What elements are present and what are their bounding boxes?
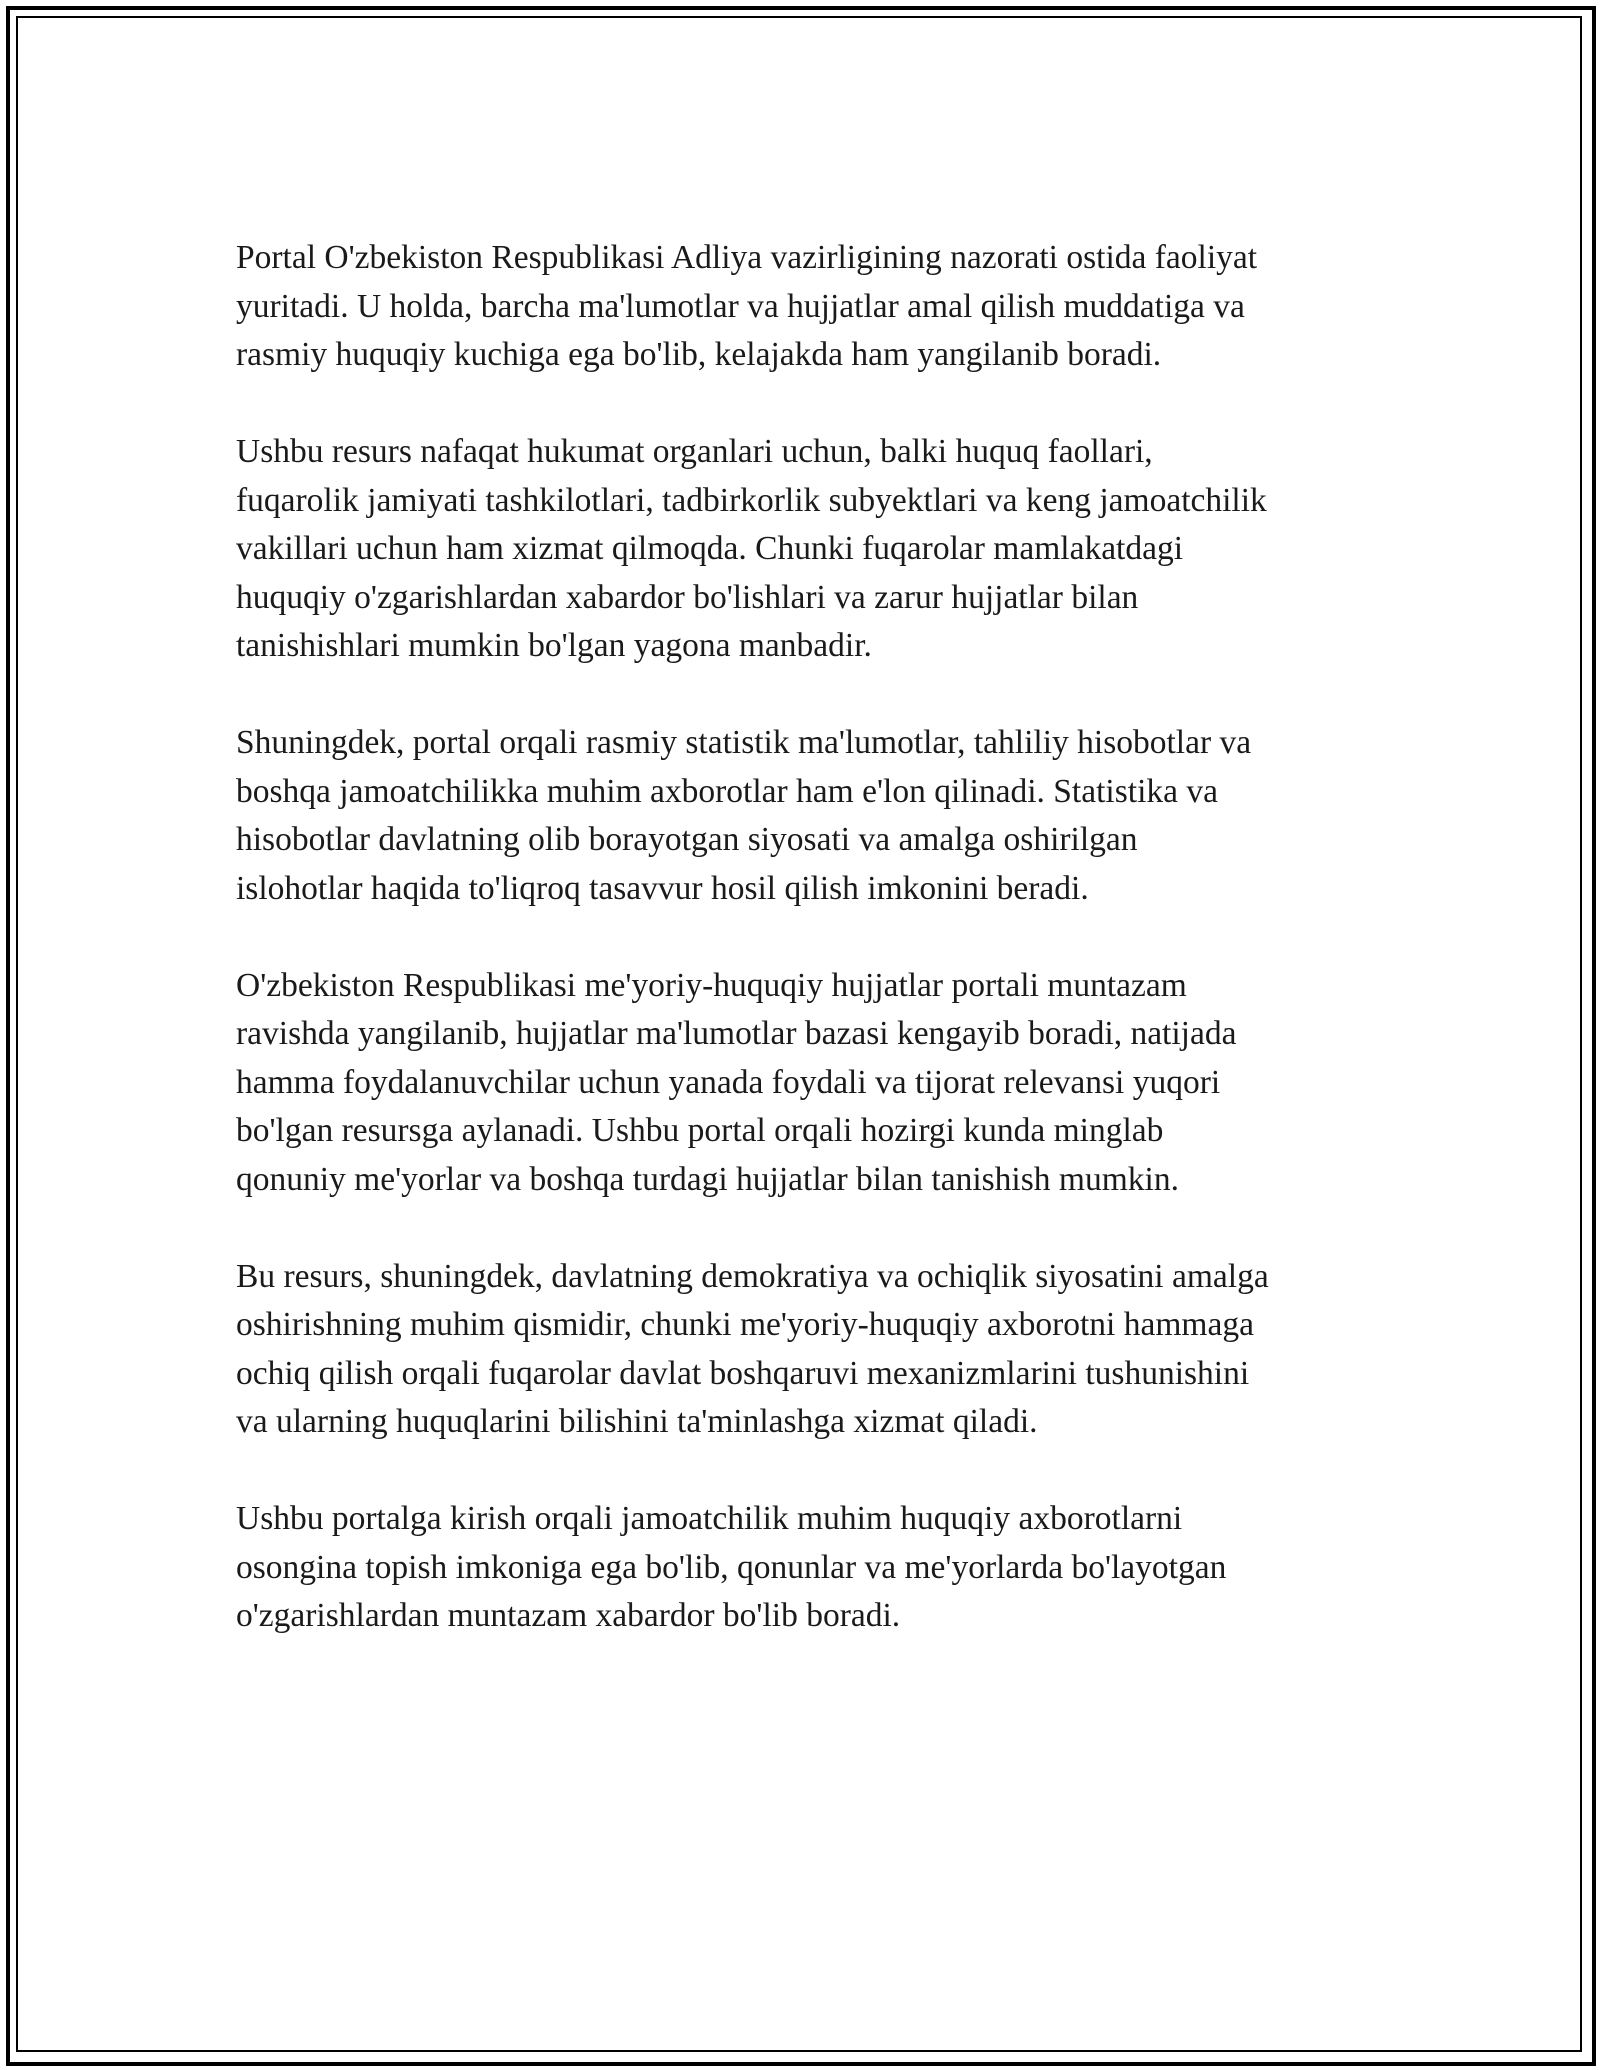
- text-line: rasmiy huquqiy kuchiga ega bo'lib, kelajakda ham yangilanib boradi.: [236, 336, 1162, 373]
- paragraph-3: [236, 719, 1376, 913]
- text-line: Ushbu resurs nafaqat hukumat organlari uchun, balki huquq faollari,: [236, 433, 1153, 470]
- paragraph-2: [236, 428, 1376, 671]
- text-line: hisobotlar davlatning olib borayotgan siyosati va amalga oshirilgan: [236, 821, 1138, 858]
- text-line: yuritadi. U holda, barcha ma'lumotlar va hujjatlar amal qilish muddatiga va: [236, 287, 1245, 325]
- text-line: Ushbu portalga kirish orqali jamoatchilik muhim huquqiy axborotlarni: [236, 1500, 1183, 1537]
- text-line: boshqa jamoatchilikka muhim axborotlar ham e'lon qilinadi. Statistika va: [236, 772, 1218, 810]
- paragraph-1: [236, 234, 1376, 380]
- text-line: hamma foydalanuvchilar uchun yanada foydali va tijorat relevansi yuqori: [236, 1063, 1221, 1101]
- text-line: osongina topish imkoniga ega bo'lib, qonunlar va me'yorlarda bo'layotgan: [236, 1548, 1227, 1586]
- document-body: [236, 234, 1376, 1689]
- text-line: va ularning huquqlarini bilishini ta'minlashga xizmat qiladi.: [236, 1403, 1038, 1440]
- text-line: ochiq qilish orqali fuqarolar davlat boshqaruvi mexanizmlarini tushunishini: [236, 1354, 1250, 1392]
- text-line: vakillari uchun ham xizmat qilmoqda. Chunki fuqarolar mamlakatdagi: [236, 530, 1184, 567]
- text-line: qonuniy me'yorlar va boshqa turdagi hujjatlar bilan tanishish mumkin.: [236, 1160, 1179, 1198]
- text-line: O'zbekiston Respublikasi me'yoriy-huquqiy hujjatlar portali muntazam: [236, 966, 1187, 1004]
- text-line: tanishishlari mumkin bo'lgan yagona manbadir.: [236, 627, 872, 664]
- text-line: Bu resurs, shuningdek, davlatning demokratiya va ochiqlik siyosatini amalga: [236, 1257, 1269, 1295]
- text-line: islohotlar haqida to'liqroq tasavvur hosil qilish imkonini beradi.: [236, 869, 1089, 907]
- text-line: o'zgarishlardan muntazam xabardor bo'lib boradi.: [236, 1597, 901, 1634]
- text-line: Shuningdek, portal orqali rasmiy statistik ma'lumotlar, tahliliy hisobotlar va: [236, 724, 1252, 761]
- paragraph-6: [236, 1495, 1376, 1641]
- paragraph-5: [236, 1253, 1376, 1447]
- text-line: ravishda yangilanib, hujjatlar ma'lumotlar bazasi kengayib boradi, natijada: [236, 1015, 1237, 1052]
- text-line: oshirishning muhim qismidir, chunki me'yoriy-huquqiy axborotni hammaga: [236, 1306, 1254, 1343]
- text-line: bo'lgan resursga aylanadi. Ushbu portal orqali hozirgi kunda minglab: [236, 1112, 1164, 1149]
- text-line: fuqarolik jamiyati tashkilotlari, tadbirkorlik subyektlari va keng jamoatchilik: [236, 481, 1267, 519]
- text-line: huquqiy o'zgarishlardan xabardor bo'lishlari va zarur hujjatlar bilan: [236, 578, 1139, 616]
- paragraph-4: [236, 962, 1376, 1205]
- text-line: Portal O'zbekiston Respublikasi Adliya vazirligining nazorati ostida faoliyat: [236, 239, 1258, 276]
